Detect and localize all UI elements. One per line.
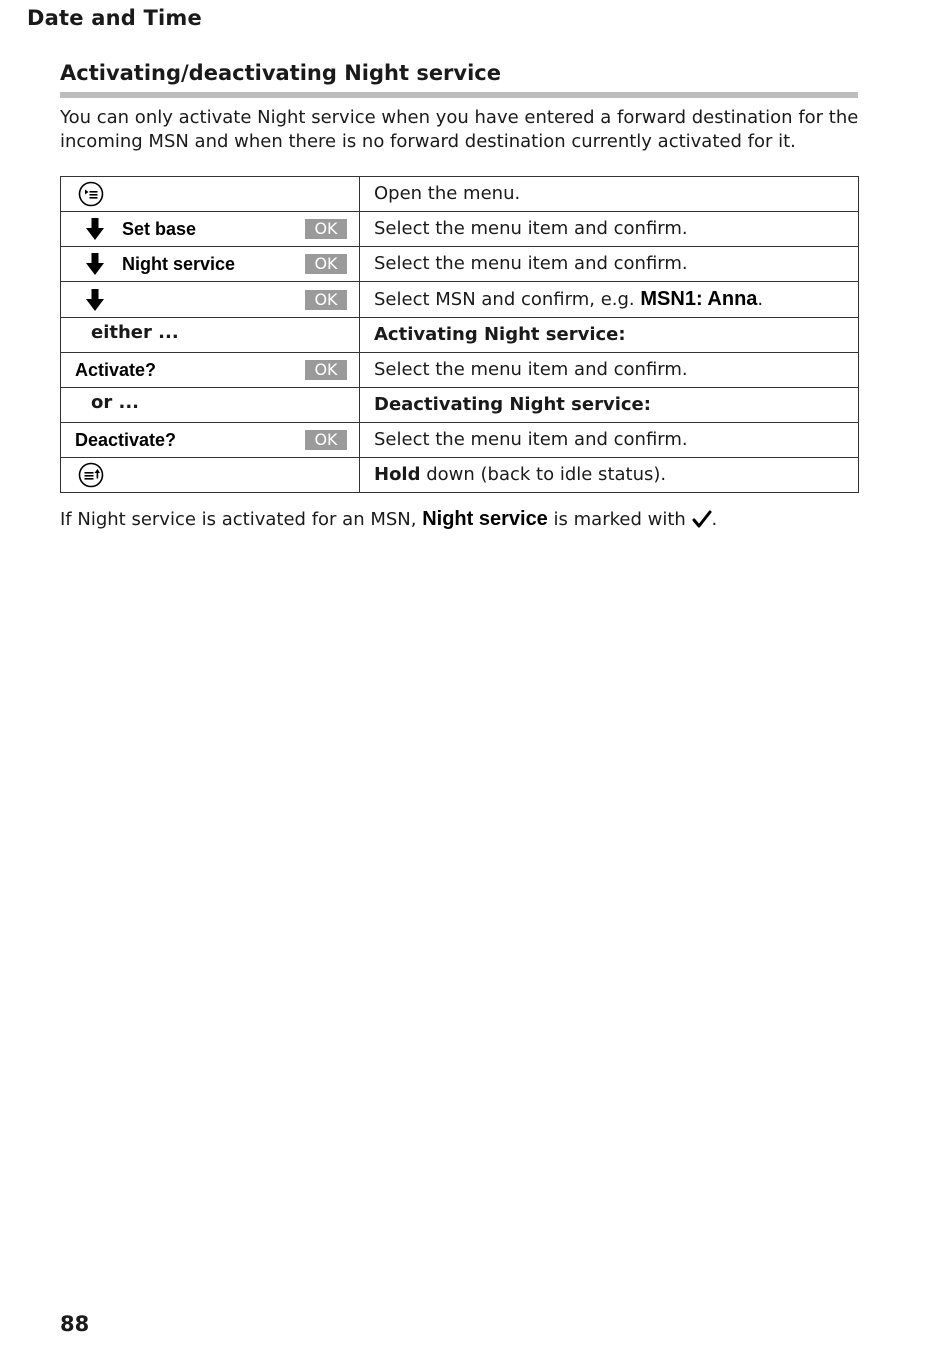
footnote-prefix: If Night service is activated for an MSN, xyxy=(60,509,417,530)
table-row xyxy=(61,458,859,493)
ok-key: OK xyxy=(305,290,347,310)
option-or-label: or ... xyxy=(91,392,140,413)
step-description: Select the menu item and confirm. xyxy=(374,429,688,450)
hold-keyword: Hold xyxy=(374,464,421,485)
ok-key: OK xyxy=(305,219,347,239)
footnote-highlight: Night service xyxy=(422,508,548,530)
ok-key: OK xyxy=(305,254,347,274)
menu-item-label: Night service xyxy=(122,254,236,274)
table-row xyxy=(61,212,859,247)
step-description: Select the menu item and confirm. xyxy=(374,218,688,239)
step-text: down (back to idle status). xyxy=(426,464,667,485)
option-either-label: either ... xyxy=(91,322,179,343)
step-description: Select the menu item and confirm. xyxy=(374,359,688,380)
menu-item-label: Set base xyxy=(122,219,197,239)
ok-key: OK xyxy=(305,430,347,450)
step-text: Select MSN and confirm, e.g. xyxy=(374,289,635,310)
footnote-suffix: is marked with xyxy=(553,509,686,530)
section-divider xyxy=(60,92,858,98)
checkmark-icon xyxy=(692,510,712,528)
option-heading: Deactivating Night service: xyxy=(374,394,651,415)
step-description: Select the menu item and confirm. xyxy=(374,253,688,274)
display-prompt-label: Activate? xyxy=(75,360,157,380)
page-header-title: Date and Time xyxy=(27,6,202,30)
intro-paragraph: You can only activate Night service when you have entered a forward destination for the incoming MSN and when there is no forward destination currently activated for it. xyxy=(60,107,859,152)
step-description xyxy=(360,282,858,317)
sentence-end: . xyxy=(757,289,764,310)
msn-example: MSN1: Anna xyxy=(640,288,758,310)
section-title: Activating/deactivating Night service xyxy=(60,61,501,85)
display-prompt-label: Deactivate? xyxy=(75,430,177,450)
footnote-end: . xyxy=(711,509,718,530)
end-call-icon xyxy=(78,462,104,488)
table-row xyxy=(61,388,859,423)
footnote xyxy=(60,506,717,533)
option-heading: Activating Night service: xyxy=(374,324,626,345)
table-row xyxy=(61,318,859,353)
step-description: Open the menu. xyxy=(374,183,521,204)
table-row xyxy=(61,177,859,212)
table-row xyxy=(61,282,859,318)
down-arrow-icon xyxy=(86,289,104,311)
table-row xyxy=(61,423,859,458)
table-row xyxy=(61,247,859,282)
step-description xyxy=(360,458,858,492)
instruction-table xyxy=(60,176,859,493)
menu-open-icon xyxy=(78,181,104,207)
table-row xyxy=(61,353,859,388)
ok-key: OK xyxy=(305,360,347,380)
page-number: 88 xyxy=(60,1312,90,1336)
down-arrow-icon xyxy=(86,253,104,275)
down-arrow-icon xyxy=(86,218,104,240)
